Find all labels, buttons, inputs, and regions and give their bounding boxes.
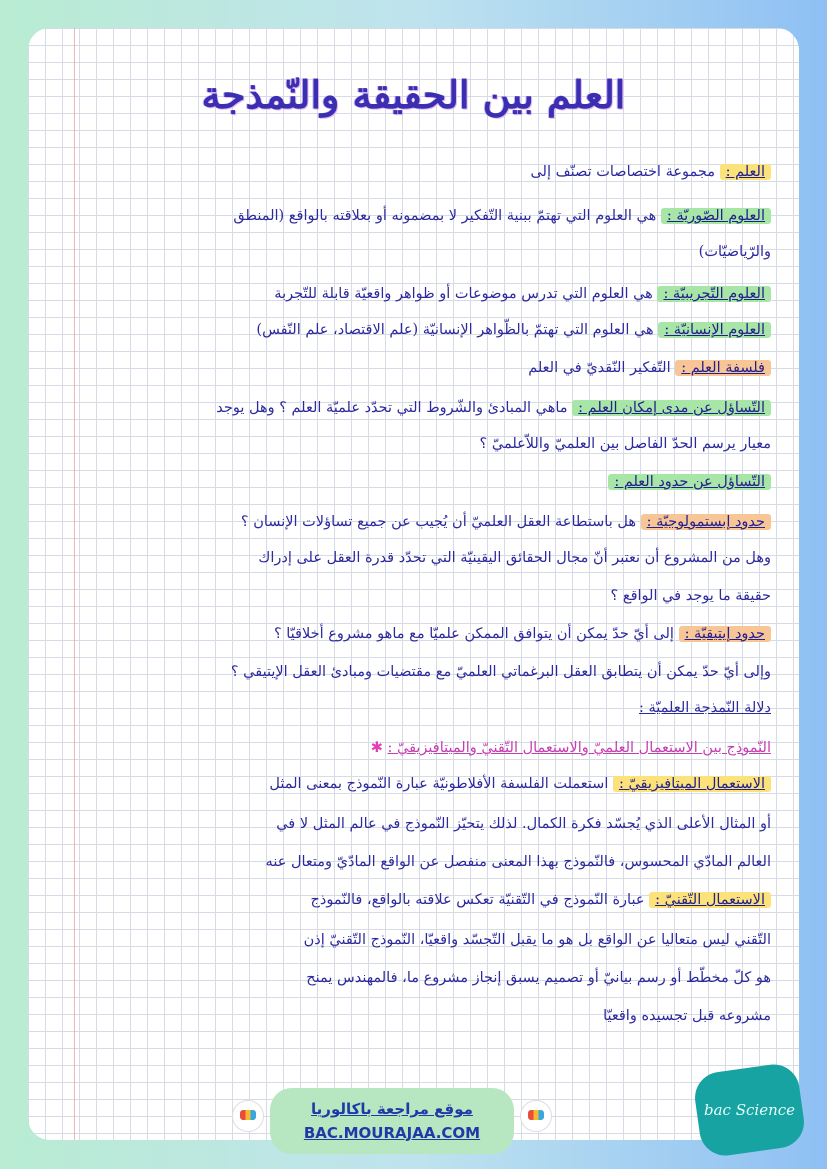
metaphysical-continuation-1: أو المثال الأعلى الذي يُجسّد فكرة الكمال. لذلك يتحيّز النّموذج في عالم المثل لا في	[276, 816, 771, 832]
experimental-sciences-term: العلوم التّجريبيّة :	[657, 286, 771, 302]
experimental-sciences-text: هي العلوم التي تدرس موضوعات أو ظواهر واقعيّة قابلة للتّجربة	[274, 286, 653, 302]
formal-sciences-continuation: والرّياضيّات)	[698, 244, 771, 260]
ethical-limits-text: إلى أيّ حدّ يمكن أن يتوافق الممكن علميّا مع ماهو مشروع أخلاقيّا ؟	[273, 626, 674, 642]
metaphysical-use-text: استعملت الفلسفة الأفلاطونيّة عبارة النّموذج بمعنى المثل	[269, 776, 609, 792]
model-bullet-line	[16, 736, 771, 760]
formal-sciences-line	[16, 204, 771, 228]
possibility-text: ماهي المبادئ والشّروط التي تحدّد علميّة العلم ؟ وهل يوجد	[216, 400, 568, 416]
bac-science-label: bac Science	[703, 1101, 796, 1120]
human-sciences-text: هي العلوم التي تهتمّ بالظّواهر الإنسانيّة (علم الاقتصاد، علم النّفس)	[256, 322, 654, 338]
site-badge[interactable]	[270, 1088, 514, 1154]
technical-continuation-1: التّقني ليس متعاليا عن الواقع بل هو ما يقبل التّجسّد واقعيّا، النّموذج التّقنيّ إذن	[303, 932, 771, 948]
ethical-continuation: وإلى أيّ حدّ يمكن أن يتطابق العقل البرغماتي العلميّ مع مقتضيات ومبادئ العقل الإيتيقي ؟	[230, 664, 771, 680]
science-definition: مجموعة اختصاصات تصنّف إلى	[530, 164, 715, 180]
metaphysical-use-term: الاستعمال الميتافيزيقيّ :	[613, 776, 771, 792]
human-sciences-term: العلوم الإنسانيّة :	[658, 322, 771, 338]
metaphysical-use-line	[16, 772, 771, 796]
limits-heading-line	[16, 470, 771, 494]
bac-science-logo	[692, 1061, 808, 1159]
model-bullet-text: النّموذج بين الاستعمال العلميّ والاستعمال التّقنيّ والميتافيزيقيّ :	[387, 740, 771, 756]
human-sciences-line	[16, 318, 771, 342]
epistemic-limits-text: هل باستطاعة العقل العلميّ أن يُجيب عن جميع تساؤلات الإنسان ؟	[240, 514, 636, 530]
limits-heading: التّساؤل عن حدود العلم :	[608, 474, 771, 490]
site-name-arabic[interactable]: موقع مراجعة باكالوريا	[311, 1100, 473, 1118]
ethical-limits-term: حدود إيتيقيّة :	[679, 626, 771, 642]
technical-continuation-3: مشروعه قبل تجسيده واقعيّا	[603, 1008, 771, 1024]
page-title: العلم بين الحقيقة والنّمذجة	[201, 72, 626, 117]
possibility-continuation: معيار يرسم الحدّ الفاصل بين العلميّ واللاّعلميّ ؟	[479, 436, 771, 452]
epistemic-limits-term: حدود إبستمولوجيّة :	[641, 514, 771, 530]
technical-use-line	[16, 888, 771, 912]
site-url[interactable]: BAC.MOURAJAA.COM	[303, 1124, 481, 1142]
philosophy-of-science-text: التّفكير النّقديّ في العلم	[528, 360, 671, 376]
philosophy-of-science-line	[16, 356, 771, 380]
modeling-heading-line	[16, 696, 771, 720]
technical-continuation-2: هو كلّ مخطّط أو رسم بيانيّ أو تصميم يسبق إنجاز مشروع ما، فالمهندس يمنح	[306, 970, 771, 986]
technical-use-term: الاستعمال التّقنيّ :	[649, 892, 771, 908]
epistemic-continuation-2: حقيقة ما يوجد في الواقع ؟	[610, 588, 771, 604]
science-definition-line	[16, 160, 771, 184]
possibility-term: التّساؤل عن مدى إمكان العلم :	[572, 400, 771, 416]
site-logo-left-icon	[232, 1100, 264, 1132]
formal-sciences-term: العلوم الصّوريّة :	[661, 208, 771, 224]
possibility-question-line	[16, 396, 771, 420]
modeling-heading: دلالة النّمذجة العلميّة :	[639, 700, 771, 716]
epistemic-limits-line	[16, 510, 771, 534]
site-logo-right-icon	[520, 1100, 552, 1132]
technical-use-text: عبارة النّموذج في التّقنيّة تعكس علاقته بالواقع، فالنّموذج	[310, 892, 645, 908]
ethical-limits-line	[16, 622, 771, 646]
metaphysical-continuation-2: العالم المادّي المحسوس، فالنّموذج بهذا المعنى منفصل عن الواقع المادّيّ ومتعال عنه	[265, 854, 771, 870]
science-term: العلم :	[720, 164, 771, 180]
formal-sciences-text: هي العلوم التي تهتمّ ببنية التّفكير لا بمضمونه أو بعلاقته بالواقع (المنطق	[233, 208, 657, 224]
philosophy-of-science-term: فلسفة العلم :	[675, 360, 771, 376]
experimental-sciences-line	[16, 282, 771, 306]
epistemic-continuation-1: وهل من المشروع أن نعتبر أنّ مجال الحقائق اليقينيّة التي تحدّد قدرة العقل على إدراك	[258, 550, 771, 566]
bullet-star-icon: ✱	[370, 740, 383, 756]
